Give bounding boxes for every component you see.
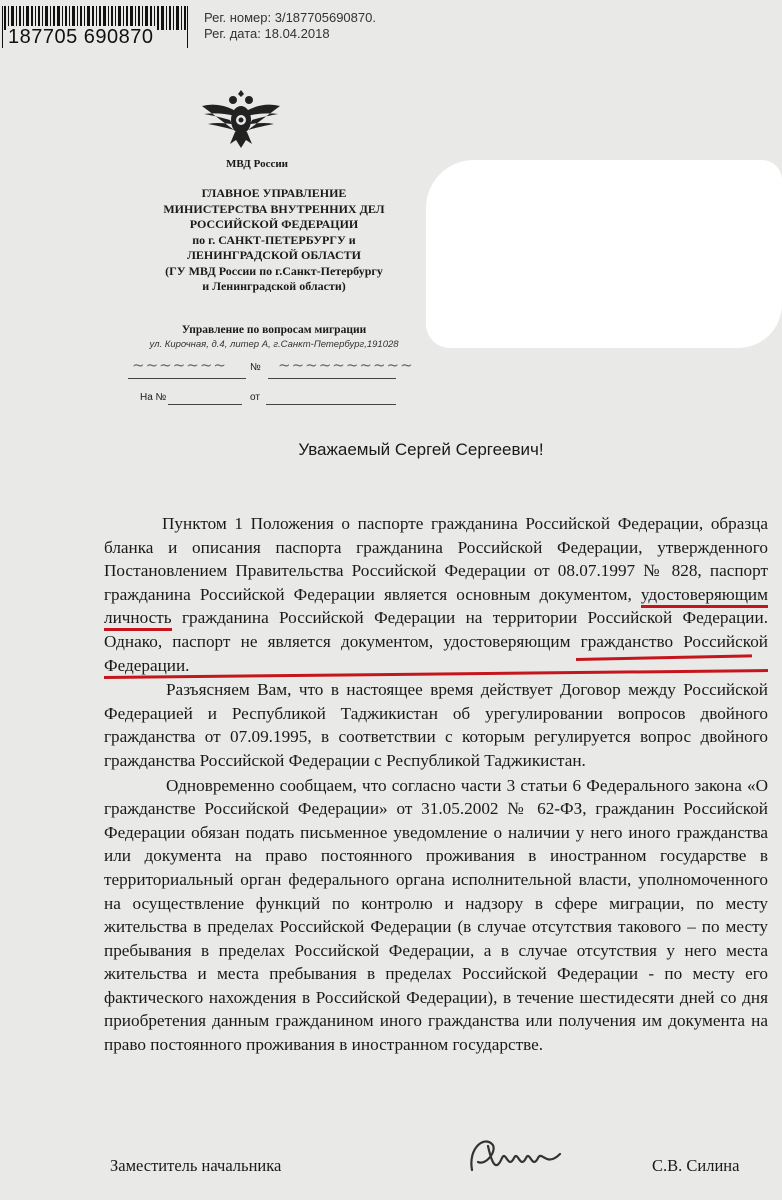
signatory-title: Заместитель начальника <box>110 1156 282 1175</box>
paragraph-1 <box>104 512 768 677</box>
org-short-name: МВД России <box>226 158 289 170</box>
handwritten-date: ~~~~~~~ <box>132 356 227 374</box>
department-address: ул. Кирочная, д.4, литер А, г.Санкт-Петербург,191028 <box>149 339 399 350</box>
paragraph-1-text-a: Пунктом 1 Положения о паспорте гражданина Российской Федерации, образца бланка и описания паспорта гражданина Российской Федерации, утвержденного Постановлением Правительства Российской Федерации от 08.07.1997 № 828, паспорт гражданина Российской Федерации является основным документом, <box>104 514 768 604</box>
organization-name <box>100 186 448 295</box>
department-name: Управление по вопросам миграции <box>181 324 367 336</box>
salutation: Уважаемый Сергей Сергеевич! <box>298 440 544 459</box>
signatory-name: С.В. Силина <box>652 1156 740 1175</box>
registration-number: Рег. номер: 3/187705690870. <box>204 10 376 25</box>
registration-date: Рег. дата: 18.04.2018 <box>204 26 330 41</box>
org-line: ГЛАВНОЕ УПРАВЛЕНИЕ <box>201 186 347 200</box>
paragraph-3: Одновременно сообщаем, что согласно части 3 статьи 6 Федерального закона «О гражданстве Российской Федерации» от 31.05.2002 № 62-ФЗ, гражданин Российской Федерации обязан подать письменное уведомление о наличии у него иного гражданства или документа на право постоянного проживания в иностранном государстве в территориальный орган федерального органа исполнительной власти, уполномоченного на осуществление функций по контролю и надзору в сфере миграции, по месту жительства в пределах Российской Федерации (в случае отсутствия такового – по месту пребывания в пределах Российской Федерации, а в случае отсутствия у него места жительства и места пребывания в пределах Российской Федерации - по месту его фактического нахождения в Российской Федерации), в течение шестидесяти дней со дня приобретения данным гражданином иного гражданства или получения им документа на право постоянного проживания в иностранном государстве. <box>104 775 768 1055</box>
reply-to-date-label: от <box>250 392 260 403</box>
redacted-recipient-block <box>426 160 782 348</box>
reply-to-number-line <box>168 404 242 405</box>
paragraph-2: Разъясняем Вам, что в настоящее время действует Договор между Российской Федерацией и Республикой Таджикистан об урегулировании вопросов двойного гражданства от 07.09.1995, в соответствии с которым регулируется вопрос двойного гражданства Российской Федерации с Республикой Таджикистан. <box>104 680 768 770</box>
barcode-digits: 187705 690870 <box>8 26 154 48</box>
paragraph-1-text-b: гражданина Российской Федерации на территории Российской Федерации. Однако, паспорт не является документом, удостоверяющим гражданство Российской Федерации. <box>104 608 768 675</box>
org-line: ЛЕНИНГРАДСКОЙ ОБЛАСТИ <box>186 248 362 262</box>
reply-to-date-line <box>266 404 396 405</box>
org-line: РОССИЙСКОЙ ФЕДЕРАЦИИ <box>189 217 359 231</box>
number-field-line <box>268 378 396 379</box>
org-line: МИНИСТЕРСТВА ВНУТРЕННИХ ДЕЛ <box>163 201 385 216</box>
underlined-identity-phrase: удостоверяющим личность <box>104 585 768 632</box>
date-field-line <box>128 378 246 379</box>
number-label: № <box>250 362 261 373</box>
letter-body <box>104 512 768 1058</box>
reply-to-number-label: На № <box>140 392 167 403</box>
org-line: (ГУ МВД России по г.Санкт-Петербургу <box>165 263 383 278</box>
handwritten-outgoing-number: ~~~~~~~~~~ <box>278 356 414 374</box>
org-line: и Ленинградской области) <box>202 279 346 293</box>
handwritten-signature <box>462 1118 566 1188</box>
org-line: по г. САНКТ-ПЕТЕРБУРГУ и <box>192 232 356 247</box>
double-headed-eagle-emblem-icon <box>200 86 282 152</box>
